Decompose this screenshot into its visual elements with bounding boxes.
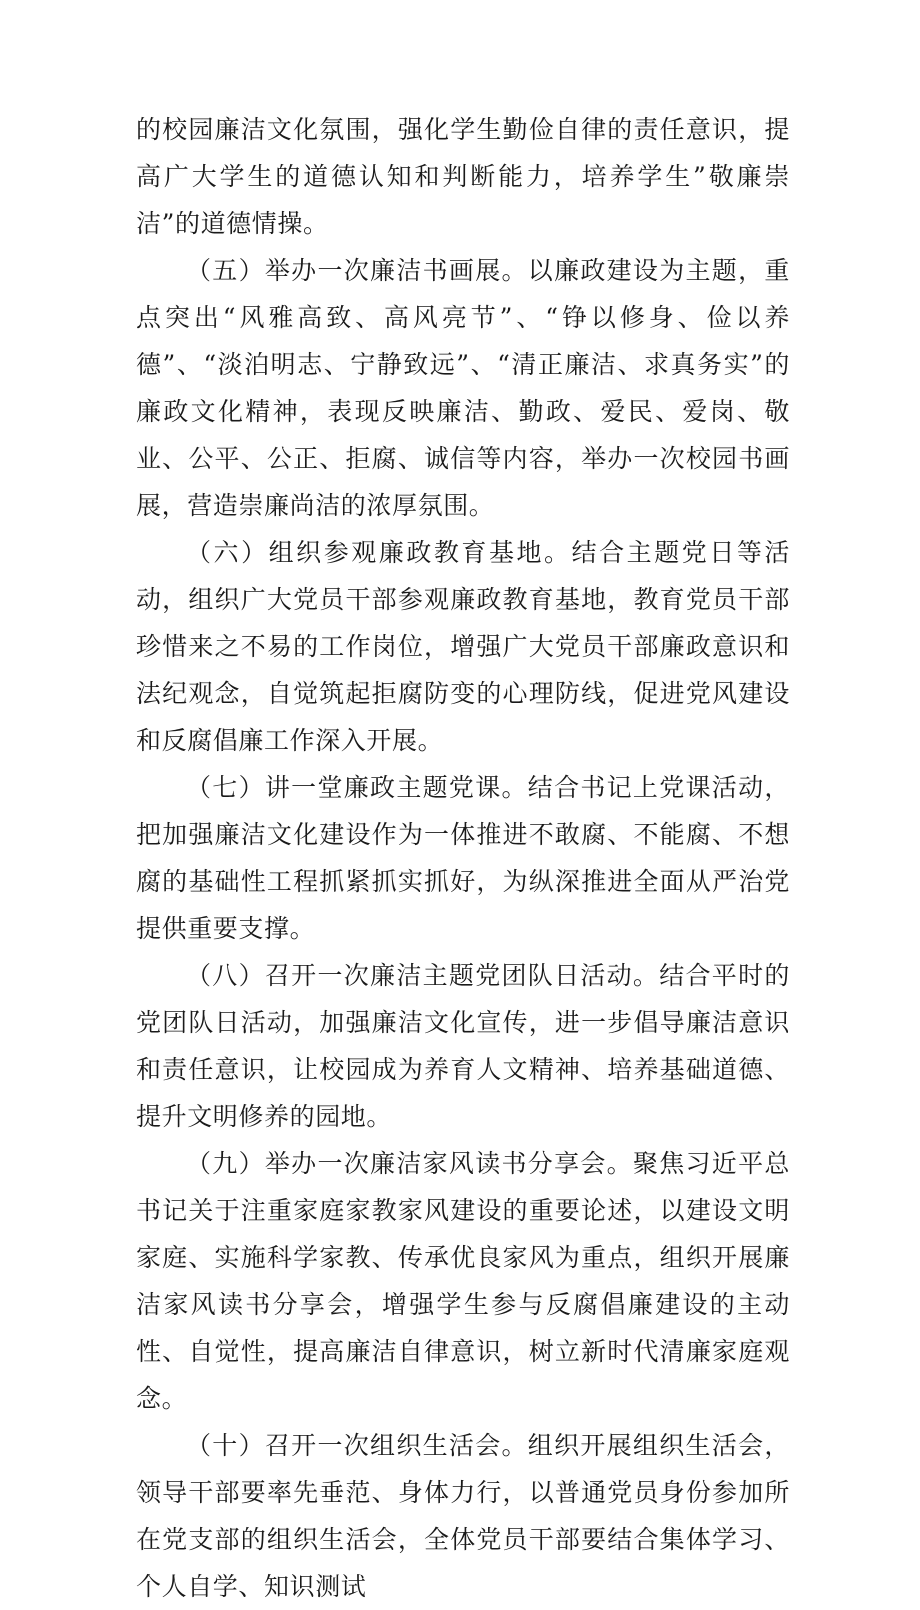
paragraph-item-10-organization-meeting: （十）召开一次组织生活会。组织开展组织生活会，领导干部要率先垂范、身体力行，以普通党员身份参加所在党支部的组织生活会，全体党员干部要结合集体学习、个人自学、知识测试: [136, 1431, 790, 1601]
paragraph-item-7-party-lecture: （七）讲一堂廉政主题党课。结合书记上党课活动，把加强廉洁文化建设作为一体推进不敢腐、不能腐、不想腐的基础性工程抓紧抓实抓好，为纵深推进全面从严治党提供重要支撑。: [136, 773, 790, 943]
paragraph-continued: 的校园廉洁文化氛围，强化学生勤俭自律的责任意识，提高广大学生的道德认知和判断能力，培养学生”敬廉崇洁”的道德情操。: [136, 115, 790, 238]
document-body: [136, 106, 790, 1610]
paragraph-item-6-education-base-visit: （六）组织参观廉政教育基地。结合主题党日等活动，组织广大党员干部参观廉政教育基地，教育党员干部珍惜来之不易的工作岗位，增强广大党员干部廉政意识和法纪观念，自觉筑起拒腐防变的心理防线，促进党风建设和反腐倡廉工作深入开展。: [136, 538, 790, 755]
paragraph-item-9-family-reading-session: （九）举办一次廉洁家风读书分享会。聚焦习近平总书记关于注重家庭家教家风建设的重要论述，以建设文明家庭、实施科学家教、传承优良家风为重点，组织开展廉洁家风读书分享会，增强学生参与反腐倡廉建设的主动性、自觉性，提高廉洁自律意识，树立新时代清廉家庭观念。: [136, 1149, 790, 1413]
paragraph-item-8-team-day-activity: （八）召开一次廉洁主题党团队日活动。结合平时的党团队日活动，加强廉洁文化宣传，进一步倡导廉洁意识和责任意识，让校园成为养育人文精神、培养基础道德、提升文明修养的园地。: [136, 961, 790, 1131]
paragraph-item-5-calligraphy-exhibition: （五）举办一次廉洁书画展。以廉政建设为主题，重点突出“风雅高致、高风亮节”、“铮以修身、俭以养德”、“淡泊明志、宁静致远”、“清正廉洁、求真务实”的廉政文化精神，表现反映廉洁、勤政、爱民、爱岗、敬业、公平、公正、拒腐、诚信等内容，举办一次校园书画展，营造崇廉尚洁的浓厚氛围。: [136, 256, 790, 520]
